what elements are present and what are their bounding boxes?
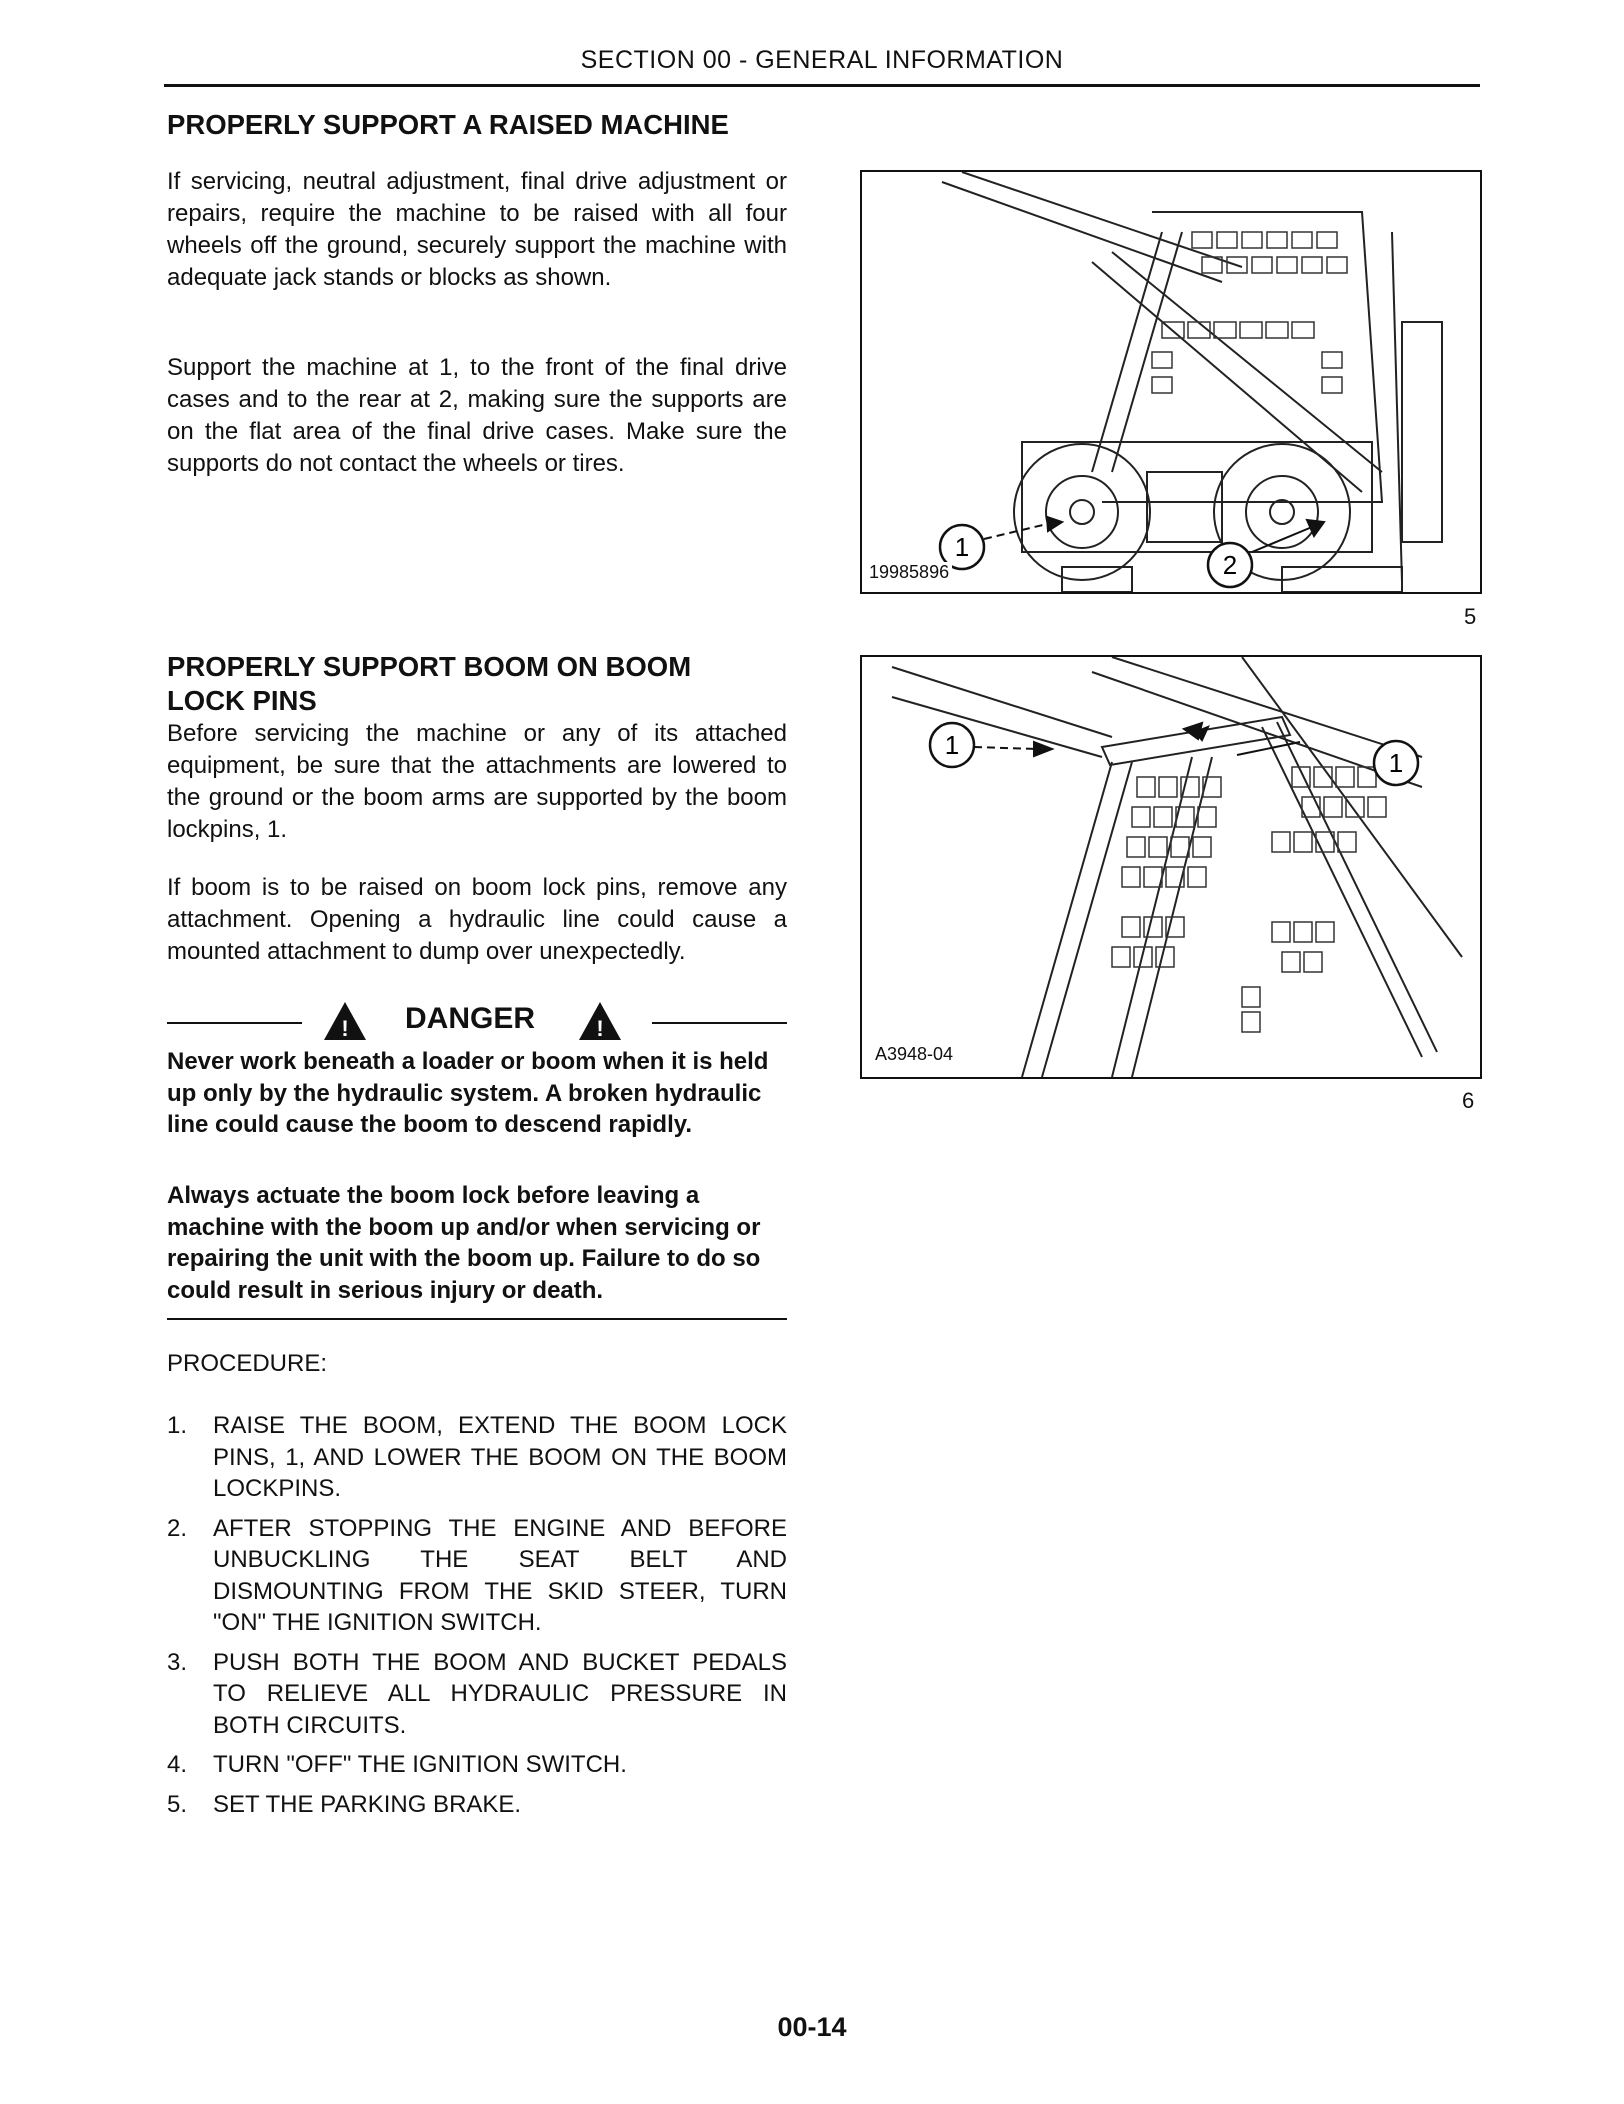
procedure-step: [167, 1749, 787, 1781]
step-text: TURN "OFF" THE IGNITION SWITCH.: [213, 1751, 627, 1778]
section2-title-line1: PROPERLY SUPPORT BOOM ON BOOM: [167, 651, 692, 682]
figure-5-code: 19985896: [866, 562, 952, 583]
procedure-label: PROCEDURE:: [167, 1350, 328, 1377]
figure-6-code: A3948-04: [872, 1044, 956, 1065]
figure-6-number: 6: [1462, 1088, 1475, 1113]
step-number: 2.: [167, 1514, 188, 1542]
callout-2-label: 2: [1222, 550, 1238, 580]
danger-label: DANGER: [405, 1002, 536, 1035]
svg-text:!: !: [596, 1016, 604, 1041]
warning-triangle-icon: [577, 1000, 623, 1042]
step-text: SET THE PARKING BRAKE.: [213, 1790, 522, 1818]
step-text: AFTER STOPPING THE ENGINE AND BEFORE UNBUCKLING THE SEAT BELT AND DISMOUNTING FROM THE SKID STEER, TURN "ON" THE IGNITION SWITCH.: [213, 1514, 787, 1636]
danger-heading-row: [167, 1000, 787, 1044]
skid-steer-side-illustration: [862, 172, 1480, 592]
section1-para1: If servicing, neutral adjustment, final drive adjustment or repairs, require the machine to be raised with all four wheels off the ground, securely support the machine with adequate jack stands or blocks as shown.: [167, 168, 787, 291]
step-number: 1.: [167, 1412, 188, 1439]
boom-lock-illustration: [862, 657, 1480, 1077]
section1-title: PROPERLY SUPPORT A RAISED MACHINE: [167, 109, 729, 140]
section1-para2: Support the machine at 1, to the front of the final drive cases and to the rear at 2, making sure the supports are on the flat area of the final drive cases. Make sure the supports do not contact the wheels or tires.: [167, 354, 787, 477]
procedure-step: [167, 1513, 787, 1639]
step-number: 3.: [167, 1648, 188, 1676]
warning-triangle-icon: [322, 1000, 368, 1042]
danger-text-1: Never work beneath a loader or boom when it is held up only by the hydraulic system. A broken hydraulic line could cause the boom to descend rapidly.: [167, 1048, 769, 1138]
step-text: RAISE THE BOOM, EXTEND THE BOOM LOCK PINS, 1, AND LOWER THE BOOM ON THE BOOM LOCKPINS.: [213, 1412, 787, 1502]
section2-para2: If boom is to be raised on boom lock pins, remove any attachment. Opening a hydraulic line could cause a mounted attachment to dump over unexpectedly.: [167, 874, 787, 965]
figure-6-boom-lock-pins: [860, 655, 1482, 1079]
callout-left-label: 1: [944, 730, 960, 760]
procedure-step: [167, 1410, 787, 1505]
page-number: 00-14: [777, 2012, 847, 2042]
svg-text:!: !: [341, 1016, 349, 1041]
section2-title-line2: LOCK PINS: [167, 685, 317, 716]
figure-5-number: 5: [1464, 604, 1477, 629]
danger-rule-left: [167, 1022, 302, 1024]
procedure-step: [167, 1647, 787, 1742]
danger-bottom-rule: [167, 1318, 787, 1320]
procedure-step: [167, 1789, 787, 1821]
step-text: PUSH BOTH THE BOOM AND BUCKET PEDALS TO RELIEVE ALL HYDRAULIC PRESSURE IN BOTH CIRCUITS.: [213, 1648, 787, 1739]
section2-para1: Before servicing the machine or any of its attached equipment, be sure that the attachments are lowered to the ground or the boom arms are supported by the boom lockpins, 1.: [167, 720, 787, 843]
callout-right-label: 1: [1388, 748, 1404, 778]
step-number: 5.: [167, 1790, 188, 1818]
step-number: 4.: [167, 1751, 188, 1778]
danger-text-2: Always actuate the boom lock before leaving a machine with the boom up and/or when servicing or repairing the unit with the boom up. Failure to do so could result in serious injury or death.: [167, 1182, 761, 1304]
danger-rule-right: [652, 1022, 787, 1024]
figure-5-skid-steer-supports: [860, 170, 1482, 594]
procedure-steps: [167, 1410, 787, 1828]
section-header-text: SECTION 00 - GENERAL INFORMATION: [580, 46, 1064, 74]
section-header: [164, 44, 1480, 87]
callout-1-label: 1: [954, 532, 970, 562]
